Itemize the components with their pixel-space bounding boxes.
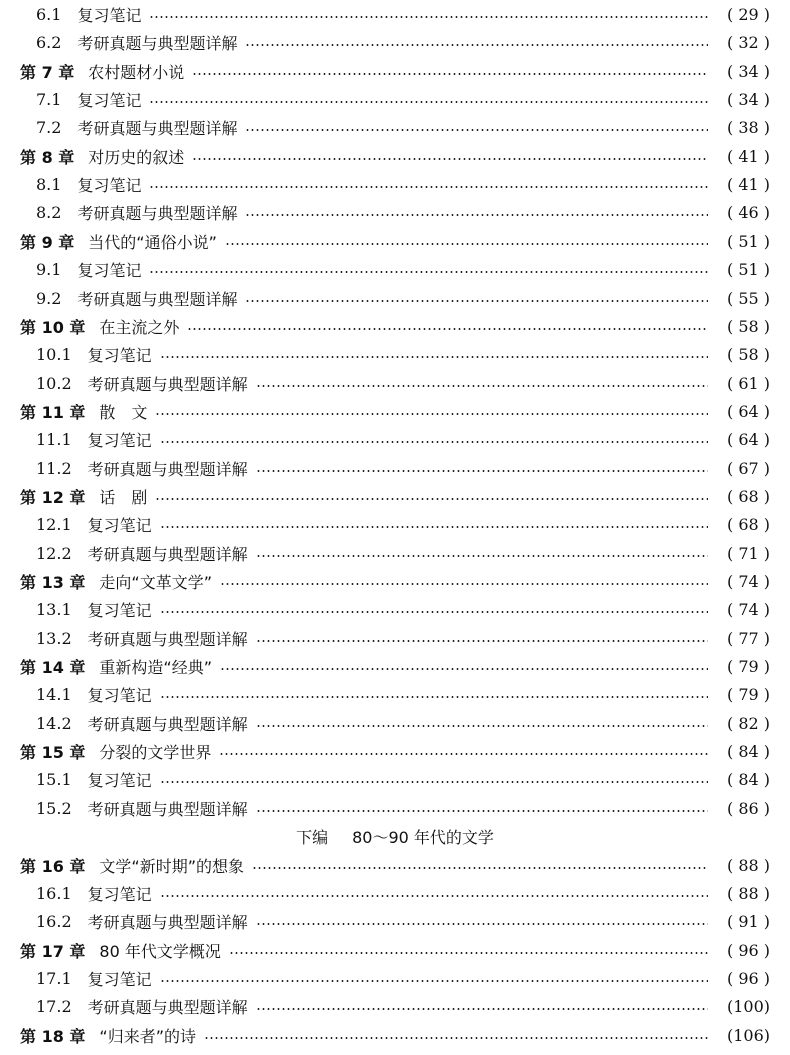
section-number: 10.2: [36, 373, 72, 393]
dot-leader: [149, 101, 708, 103]
section-number: 6.2: [36, 32, 62, 52]
page-number: ( 29 ): [726, 4, 770, 24]
section-title: 考研真题与典型题详解: [87, 544, 248, 564]
chapter-title: 文学“新时期”的想象: [99, 856, 245, 876]
chapter-number: 第 9 章: [20, 232, 75, 252]
section-title: 考研真题与典型题详解: [87, 997, 248, 1017]
dot-leader: [160, 356, 708, 358]
toc-chapter-entry[interactable]: [0, 312, 790, 340]
dot-leader: [160, 696, 708, 698]
dot-leader: [149, 271, 708, 273]
page-number: ( 34 ): [726, 61, 770, 81]
dot-leader: [220, 668, 708, 670]
toc-section-entry[interactable]: [0, 340, 790, 368]
dot-leader: [149, 186, 708, 188]
page-number: ( 86 ): [726, 798, 770, 818]
dot-leader: [245, 214, 708, 216]
toc-section-entry[interactable]: [0, 680, 790, 708]
chapter-title: 农村题材小说: [88, 62, 185, 82]
chapter-number: 第 18 章: [20, 1026, 86, 1046]
section-title: 复习笔记: [87, 685, 152, 705]
toc-section-entry[interactable]: [0, 709, 790, 737]
chapter-number: 第 16 章: [20, 856, 86, 876]
dot-leader: [155, 498, 708, 500]
chapter-title: 当代的“通俗小说”: [88, 232, 217, 252]
dot-leader: [160, 611, 708, 613]
dot-leader: [256, 725, 708, 727]
part-heading: [0, 822, 790, 850]
page-number: ( 96 ): [726, 940, 770, 960]
dot-leader: [160, 781, 708, 783]
dot-leader: [256, 385, 708, 387]
section-number: 11.1: [36, 429, 72, 449]
toc-section-entry[interactable]: [0, 794, 790, 822]
chapter-number: 第 7 章: [20, 62, 75, 82]
toc-chapter-entry[interactable]: [0, 482, 790, 510]
section-number: 7.1: [36, 89, 62, 109]
dot-leader: [160, 441, 708, 443]
page-number: ( 61 ): [726, 373, 770, 393]
toc-section-entry[interactable]: [0, 765, 790, 793]
toc-chapter-entry[interactable]: [0, 936, 790, 964]
toc-chapter-entry[interactable]: [0, 227, 790, 255]
page-number: ( 46 ): [726, 202, 770, 222]
section-number: 9.1: [36, 259, 62, 279]
section-number: 8.1: [36, 174, 62, 194]
toc-section-entry[interactable]: [0, 28, 790, 56]
section-number: 6.1: [36, 4, 62, 24]
dot-leader: [187, 328, 708, 330]
page-number: ( 91 ): [726, 911, 770, 931]
section-title: 考研真题与典型题详解: [87, 629, 248, 649]
toc-section-entry[interactable]: [0, 284, 790, 312]
toc-chapter-entry[interactable]: [0, 1021, 790, 1049]
section-number: 15.2: [36, 798, 72, 818]
section-title: 复习笔记: [87, 969, 152, 989]
section-number: 8.2: [36, 202, 62, 222]
section-title: 考研真题与典型题详解: [87, 799, 248, 819]
part-title: 80～90 年代的文学: [352, 827, 494, 847]
toc-section-entry[interactable]: [0, 85, 790, 113]
page-number: ( 74 ): [726, 571, 770, 591]
toc-chapter-entry[interactable]: [0, 652, 790, 680]
dot-leader: [245, 129, 708, 131]
chapter-title: “归来者”的诗: [99, 1026, 197, 1046]
toc-section-entry[interactable]: [0, 425, 790, 453]
dot-leader: [256, 810, 708, 812]
chapter-title: 走向“文革文学”: [99, 572, 213, 592]
toc-section-entry[interactable]: [0, 624, 790, 652]
chapter-number: 第 17 章: [20, 941, 86, 961]
chapter-number: 第 15 章: [20, 742, 86, 762]
section-title: 复习笔记: [77, 260, 142, 280]
chapter-title: 话 剧: [99, 487, 148, 507]
page-number: (106): [726, 1025, 770, 1045]
page-number: ( 41 ): [726, 146, 770, 166]
chapter-title: 散 文: [99, 402, 148, 422]
section-number: 13.1: [36, 599, 72, 619]
dot-leader: [256, 1008, 708, 1010]
dot-leader: [204, 1037, 708, 1039]
chapter-title: 在主流之外: [99, 317, 180, 337]
section-title: 考研真题与典型题详解: [77, 289, 238, 309]
section-number: 16.1: [36, 883, 72, 903]
section-number: 10.1: [36, 344, 72, 364]
section-number: 11.2: [36, 458, 72, 478]
toc-chapter-entry[interactable]: [0, 567, 790, 595]
dot-leader: [256, 640, 708, 642]
page-number: ( 77 ): [726, 628, 770, 648]
toc-section-entry[interactable]: [0, 0, 790, 28]
toc-chapter-entry[interactable]: [0, 737, 790, 765]
dot-leader: [245, 44, 708, 46]
section-number: 12.2: [36, 543, 72, 563]
toc-chapter-entry[interactable]: [0, 397, 790, 425]
chapter-number: 第 13 章: [20, 572, 86, 592]
section-title: 考研真题与典型题详解: [87, 374, 248, 394]
page-number: ( 88 ): [726, 855, 770, 875]
page-number: (100): [726, 996, 770, 1016]
section-title: 考研真题与典型题详解: [77, 203, 238, 223]
page-number: ( 38 ): [726, 117, 770, 137]
section-title: 考研真题与典型题详解: [77, 118, 238, 138]
page-number: ( 68 ): [726, 486, 770, 506]
section-title: 复习笔记: [87, 600, 152, 620]
section-number: 12.1: [36, 514, 72, 534]
toc-section-entry[interactable]: [0, 369, 790, 397]
dot-leader: [225, 243, 708, 245]
page-number: ( 82 ): [726, 713, 770, 733]
page-number: ( 64 ): [726, 429, 770, 449]
page-number: ( 84 ): [726, 741, 770, 761]
part-label: 下编: [296, 827, 329, 847]
section-number: 7.2: [36, 117, 62, 137]
toc-chapter-entry[interactable]: [0, 57, 790, 85]
section-title: 复习笔记: [87, 884, 152, 904]
page-number: ( 58 ): [726, 316, 770, 336]
chapter-title: 对历史的叙述: [88, 147, 185, 167]
page-number: ( 34 ): [726, 89, 770, 109]
section-number: 9.2: [36, 288, 62, 308]
toc-section-entry[interactable]: [0, 255, 790, 283]
page-number: ( 68 ): [726, 514, 770, 534]
dot-leader: [256, 555, 708, 557]
section-number: 13.2: [36, 628, 72, 648]
toc-chapter-entry[interactable]: [0, 851, 790, 879]
page-number: ( 96 ): [726, 968, 770, 988]
page-number: ( 79 ): [726, 684, 770, 704]
section-title: 考研真题与典型题详解: [87, 912, 248, 932]
chapter-title: 分裂的文学世界: [99, 742, 212, 762]
page-number: ( 64 ): [726, 401, 770, 421]
page-number: ( 67 ): [726, 458, 770, 478]
toc-section-entry[interactable]: [0, 964, 790, 992]
toc-section-entry[interactable]: [0, 510, 790, 538]
section-title: 复习笔记: [77, 175, 142, 195]
page-number: ( 71 ): [726, 543, 770, 563]
section-number: 15.1: [36, 769, 72, 789]
dot-leader: [160, 895, 708, 897]
chapter-title: 重新构造“经典”: [99, 657, 213, 677]
section-title: 复习笔记: [77, 90, 142, 110]
toc-section-entry[interactable]: [0, 539, 790, 567]
page-number: ( 51 ): [726, 231, 770, 251]
toc-section-entry[interactable]: [0, 907, 790, 935]
dot-leader: [160, 526, 708, 528]
section-title: 考研真题与典型题详解: [87, 714, 248, 734]
dot-leader: [256, 923, 708, 925]
dot-leader: [256, 470, 708, 472]
chapter-number: 第 10 章: [20, 317, 86, 337]
section-number: 17.2: [36, 996, 72, 1016]
section-number: 17.1: [36, 968, 72, 988]
chapter-title: 80 年代文学概况: [99, 941, 221, 961]
dot-leader: [252, 867, 708, 869]
dot-leader: [219, 753, 708, 755]
dot-leader: [192, 158, 708, 160]
section-title: 复习笔记: [77, 5, 142, 25]
toc-section-entry[interactable]: [0, 595, 790, 623]
page-number: ( 88 ): [726, 883, 770, 903]
dot-leader: [149, 16, 708, 18]
page-number: ( 79 ): [726, 656, 770, 676]
page-number: ( 41 ): [726, 174, 770, 194]
chapter-number: 第 8 章: [20, 147, 75, 167]
section-title: 复习笔记: [87, 345, 152, 365]
dot-leader: [245, 300, 708, 302]
toc-section-entry[interactable]: [0, 113, 790, 141]
toc-chapter-entry[interactable]: [0, 142, 790, 170]
section-number: 16.2: [36, 911, 72, 931]
page-number: ( 32 ): [726, 32, 770, 52]
chapter-number: 第 14 章: [20, 657, 86, 677]
section-title: 复习笔记: [87, 770, 152, 790]
chapter-number: 第 11 章: [20, 402, 86, 422]
section-number: 14.1: [36, 684, 72, 704]
toc-section-entry[interactable]: [0, 198, 790, 226]
dot-leader: [220, 583, 708, 585]
toc-section-entry[interactable]: [0, 454, 790, 482]
section-title: 考研真题与典型题详解: [77, 33, 238, 53]
dot-leader: [192, 73, 708, 75]
chapter-number: 第 12 章: [20, 487, 86, 507]
page-number: ( 51 ): [726, 259, 770, 279]
dot-leader: [160, 980, 708, 982]
page-number: ( 84 ): [726, 769, 770, 789]
dot-leader: [155, 413, 708, 415]
page-number: ( 58 ): [726, 344, 770, 364]
toc-section-entry[interactable]: [0, 170, 790, 198]
section-title: 复习笔记: [87, 515, 152, 535]
dot-leader: [229, 952, 708, 954]
toc-section-entry[interactable]: [0, 992, 790, 1020]
page-number: ( 55 ): [726, 288, 770, 308]
section-title: 考研真题与典型题详解: [87, 459, 248, 479]
section-title: 复习笔记: [87, 430, 152, 450]
toc-section-entry[interactable]: [0, 879, 790, 907]
section-number: 14.2: [36, 713, 72, 733]
page-number: ( 74 ): [726, 599, 770, 619]
